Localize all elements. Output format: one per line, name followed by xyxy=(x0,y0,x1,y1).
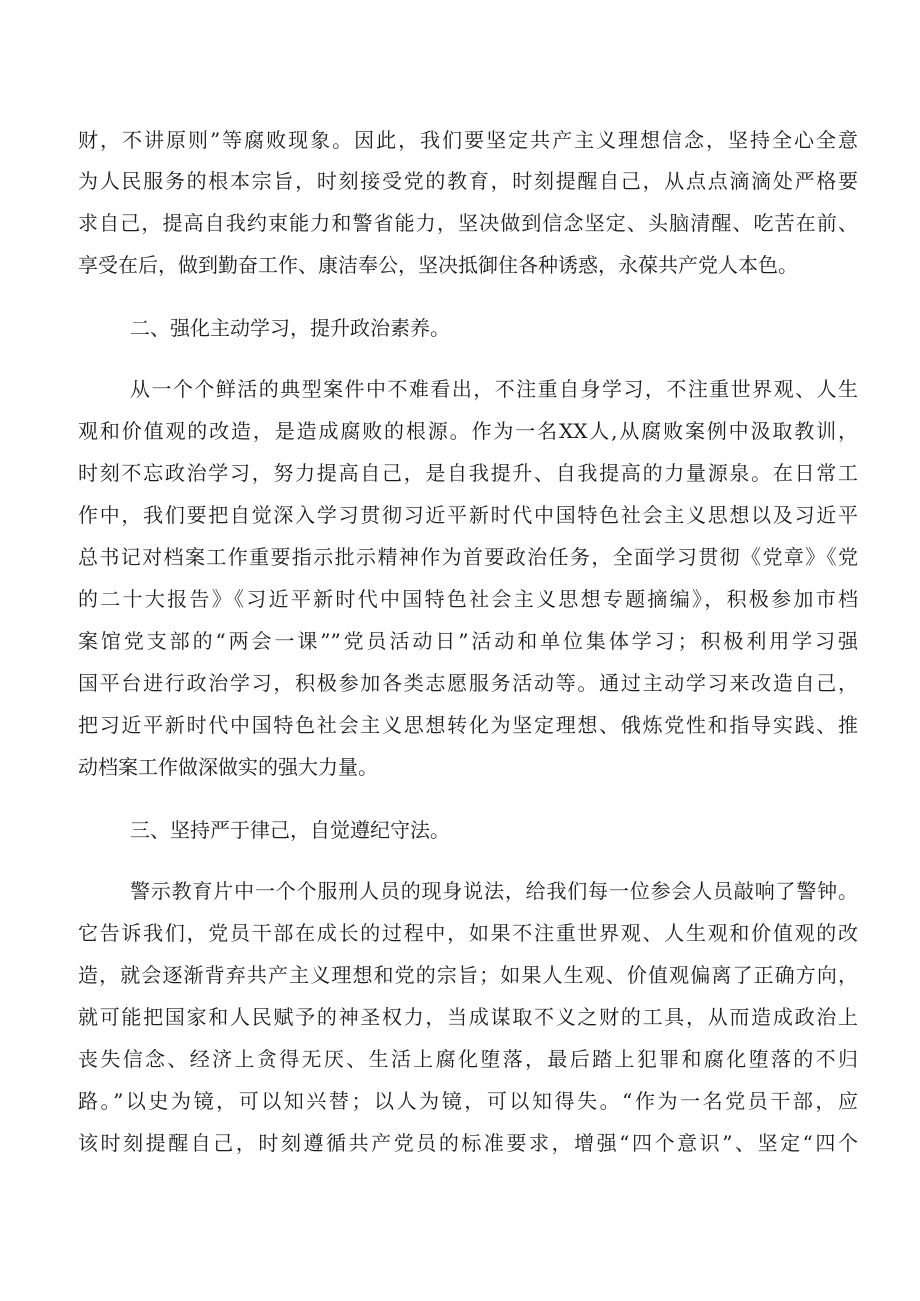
text-line: 作中，我们要把自觉深入学习贯彻习近平新时代中国特色社会主义思想以及习近平 xyxy=(78,503,858,527)
text-line: 路。”以史为镜，可以知兴替；以人为镜，可以知得失。“作为一名党员干部，应 xyxy=(78,1089,858,1113)
text-line: 为人民服务的根本宗旨，时刻接受党的教育，时刻提醒自己，从点点滴滴处严格要 xyxy=(78,169,858,193)
text-line: 动档案工作做深做实的强大力量。 xyxy=(78,755,378,779)
text-line: 就可能把国家和人民赋予的神圣权力，当成谋取不义之财的工具，从而造成政治上 xyxy=(78,1005,858,1029)
text-line: 时刻不忘政治学习，努力提高自己，是自我提升、自我提高的力量源泉。在日常工 xyxy=(78,461,858,485)
text-line: 总书记对档案工作重要指示批示精神作为首要政治任务，全面学习贯彻《党章》《党 xyxy=(78,545,858,569)
section-heading: 二、强化主动学习，提升政治素养。 xyxy=(130,316,450,340)
text-line: 享受在后，做到勤奋工作、康洁奉公，坚决抵御住各种诱惑，永葆共产党人本色。 xyxy=(78,253,798,277)
text-line: 国平台进行政治学习，积极参加各类志愿服务活动等。通过主动学习来改造自己， xyxy=(78,671,858,695)
text-line: 观和价值观的改造，是造成腐败的根源。作为一名XX人,从腐败案例中汲取教训， xyxy=(78,419,858,443)
text-line: 的二十大报告》《习近平新时代中国特色社会主义思想专题摘编》，积极参加市档 xyxy=(78,587,858,611)
text-line: 该时刻提醒自己，时刻遵循共产党员的标准要求，增强“四个意识”、坚定“四个 xyxy=(78,1131,858,1155)
text-line: 案馆党支部的“两会一课””党员活动日”活动和单位集体学习；积极利用学习强 xyxy=(78,629,858,653)
text-line: 从一个个鲜活的典型案件中不难看出，不注重自身学习，不注重世界观、人生 xyxy=(130,377,858,401)
text-line: 造，就会逐渐背弃共产主义理想和党的宗旨；如果人生观、价值观偏离了正确方向， xyxy=(78,963,858,987)
text-line: 把习近平新时代中国特色社会主义思想转化为坚定理想、俄炼党性和指导实践、推 xyxy=(78,713,858,737)
text-line: 丧失信念、经济上贪得无厌、生活上腐化堕落，最后踏上犯罪和腐化堕落的不归 xyxy=(78,1047,858,1071)
section-heading: 三、坚持严于律己，自觉遵纪守法。 xyxy=(130,818,450,842)
text-line: 它告诉我们，党员干部在成长的过程中，如果不注重世界观、人生观和价值观的改 xyxy=(78,921,858,945)
text-line: 财，不讲原则”等腐败现象。因此，我们要坚定共产主义理想信念，坚持全心全意 xyxy=(78,128,858,152)
text-line: 警示教育片中一个个服刑人员的现身说法，给我们每一位参会人员敲响了警钟。 xyxy=(130,879,858,903)
text-line: 求自己，提高自我约束能力和警省能力，坚决做到信念坚定、头脑清醒、吃苦在前、 xyxy=(78,211,858,235)
